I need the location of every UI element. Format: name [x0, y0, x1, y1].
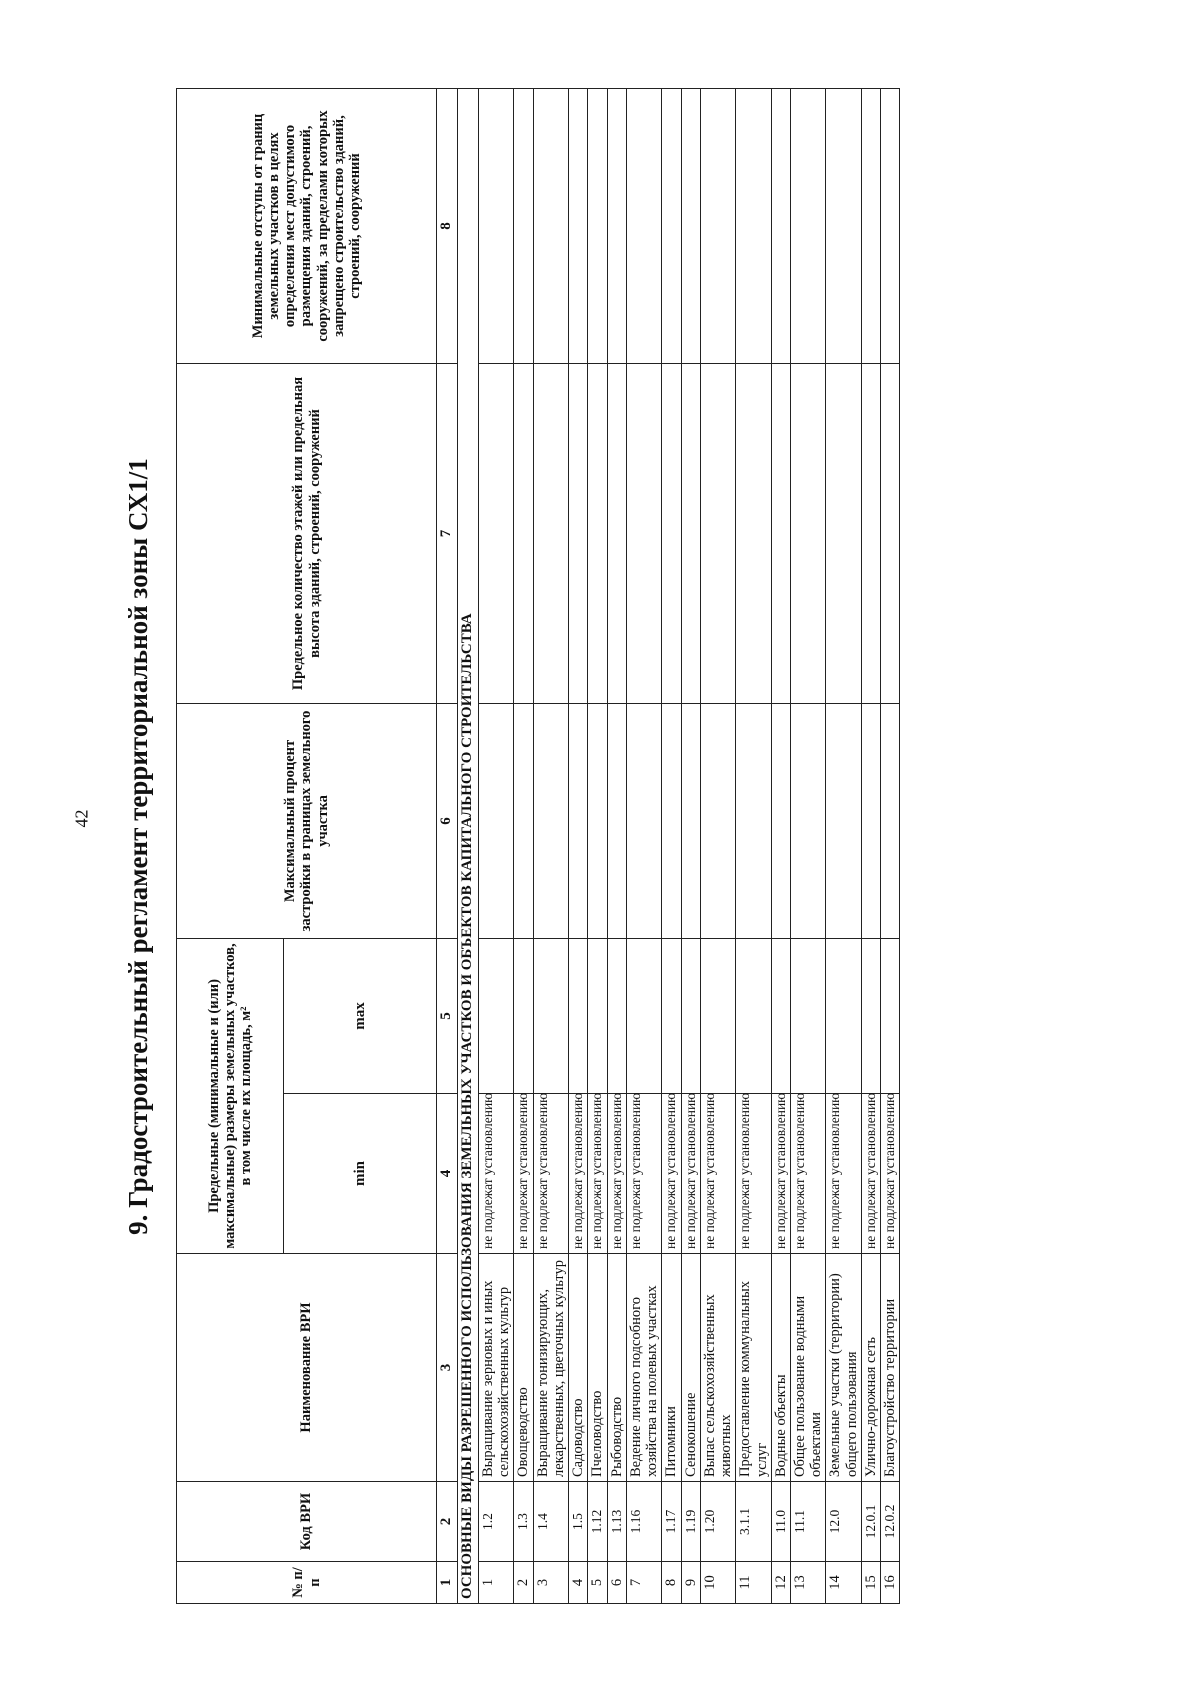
table-row [479, 88, 514, 1603]
row-code: 1.13 [607, 1482, 626, 1562]
row-index: 16 [881, 1562, 900, 1604]
row-floors [569, 363, 588, 703]
row-floors [881, 363, 900, 703]
row-name: Предоставление коммунальных услуг [736, 1254, 771, 1482]
row-setbacks [662, 88, 681, 363]
row-max [569, 938, 588, 1093]
row-setbacks [569, 88, 588, 363]
row-min: не подлежат установлению [479, 1094, 514, 1254]
row-min: не подлежат установлению [569, 1094, 588, 1254]
row-min: не подлежат установлению [700, 1094, 735, 1254]
header-name: Наименование ВРИ [177, 1254, 437, 1482]
row-index: 6 [607, 1562, 626, 1604]
row-index: 5 [588, 1562, 607, 1604]
row-setbacks [861, 88, 880, 363]
table-row [533, 88, 568, 1603]
page-title: 9. Градостроительный регламент территориальной зоны СХ1/1 [123, 458, 153, 1235]
row-min: не подлежат установлению [736, 1094, 771, 1254]
row-percent [681, 703, 700, 938]
section-row [458, 88, 479, 1603]
table-row [736, 88, 771, 1603]
column-number: 2 [437, 1482, 458, 1562]
row-max [533, 938, 568, 1093]
column-number: 3 [437, 1254, 458, 1482]
row-min: не подлежат установлению [861, 1094, 880, 1254]
row-index: 2 [514, 1562, 533, 1604]
row-percent [479, 703, 514, 938]
row-floors [790, 363, 825, 703]
row-name: Выращивание зерновых и иных сельскохозяйственных культур [479, 1254, 514, 1482]
row-name: Садоводство [569, 1254, 588, 1482]
row-index: 11 [736, 1562, 771, 1604]
row-floors [514, 363, 533, 703]
row-floors [533, 363, 568, 703]
table-row [681, 88, 700, 1603]
table-row [588, 88, 607, 1603]
row-setbacks [736, 88, 771, 363]
row-max [881, 938, 900, 1093]
row-percent [514, 703, 533, 938]
row-percent [588, 703, 607, 938]
header-max-percent: Максимальный процент застройки в границах земельного участка [177, 703, 437, 938]
header-max: max [284, 938, 437, 1093]
row-percent [736, 703, 771, 938]
row-code: 3.1.1 [736, 1482, 771, 1562]
row-min: не подлежат установлению [533, 1094, 568, 1254]
row-code: 1.2 [479, 1482, 514, 1562]
header-plot-size: Предельные (минимальные и (или) максимальные) размеры земельных участков, в том числе их площадь, м² [177, 938, 284, 1253]
row-max [588, 938, 607, 1093]
row-name: Выращивание тонизирующих, лекарственных, цветочных культур [533, 1254, 568, 1482]
header-row [177, 88, 284, 1603]
row-name: Выпас сельскохозяйственных животных [700, 1254, 735, 1482]
row-floors [826, 363, 861, 703]
page-number: 42 [71, 809, 92, 828]
table-row [771, 88, 790, 1603]
row-min: не подлежат установлению [681, 1094, 700, 1254]
row-max [514, 938, 533, 1093]
row-code: 1.5 [569, 1482, 588, 1562]
header-min: min [284, 1094, 437, 1254]
column-number: 7 [437, 363, 458, 703]
row-code: 1.12 [588, 1482, 607, 1562]
section-title: ОСНОВНЫЕ ВИДЫ РАЗРЕШЕННОГО ИСПОЛЬЗОВАНИЯ ЗЕМЕЛЬНЫХ УЧАСТКОВ И ОБЪЕКТОВ КАПИТАЛЬНОГО СТРОИТЕЛЬСТВА [458, 88, 479, 1603]
row-setbacks [607, 88, 626, 363]
row-index: 7 [626, 1562, 661, 1604]
row-floors [588, 363, 607, 703]
header-code: Код ВРИ [177, 1482, 437, 1562]
table-row [514, 88, 533, 1603]
row-setbacks [479, 88, 514, 363]
column-number: 8 [437, 88, 458, 363]
row-floors [626, 363, 661, 703]
row-name: Ведение личного подсобного хозяйства на полевых участках [626, 1254, 661, 1482]
row-percent [881, 703, 900, 938]
row-max [826, 938, 861, 1093]
row-name: Сенокошение [681, 1254, 700, 1482]
row-percent [861, 703, 880, 938]
row-name: Улично-дорожная сеть [861, 1254, 880, 1482]
table-row [607, 88, 626, 1603]
row-floors [662, 363, 681, 703]
row-index: 3 [533, 1562, 568, 1604]
regulation-table [176, 88, 900, 1604]
row-min: не подлежат установлению [790, 1094, 825, 1254]
row-code: 1.19 [681, 1482, 700, 1562]
row-name: Благоустройство территории [881, 1254, 900, 1482]
row-code: 12.0.1 [861, 1482, 880, 1562]
row-min: не подлежат установлению [514, 1094, 533, 1254]
row-index: 10 [700, 1562, 735, 1604]
table-row [569, 88, 588, 1603]
row-floors [861, 363, 880, 703]
row-percent [533, 703, 568, 938]
row-min: не подлежат установлению [662, 1094, 681, 1254]
row-max [771, 938, 790, 1093]
row-setbacks [826, 88, 861, 363]
row-min: не подлежат установлению [771, 1094, 790, 1254]
row-percent [626, 703, 661, 938]
row-min: не подлежат установлению [626, 1094, 661, 1254]
row-percent [662, 703, 681, 938]
column-number: 5 [437, 938, 458, 1093]
row-name: Овощеводство [514, 1254, 533, 1482]
row-setbacks [681, 88, 700, 363]
column-numbers-row [437, 88, 458, 1603]
row-code: 11.0 [771, 1482, 790, 1562]
row-percent [790, 703, 825, 938]
row-index: 14 [826, 1562, 861, 1604]
row-code: 12.0 [826, 1482, 861, 1562]
row-max [861, 938, 880, 1093]
row-max [607, 938, 626, 1093]
row-code: 1.4 [533, 1482, 568, 1562]
column-number: 4 [437, 1094, 458, 1254]
row-code: 1.16 [626, 1482, 661, 1562]
row-setbacks [626, 88, 661, 363]
row-floors [607, 363, 626, 703]
row-setbacks [533, 88, 568, 363]
row-setbacks [881, 88, 900, 363]
row-max [700, 938, 735, 1093]
row-setbacks [771, 88, 790, 363]
table-row [626, 88, 661, 1603]
row-code: 1.17 [662, 1482, 681, 1562]
rotated-document [106, 89, 1081, 1604]
table-row [790, 88, 825, 1603]
row-max [736, 938, 771, 1093]
row-percent [771, 703, 790, 938]
row-floors [479, 363, 514, 703]
row-floors [771, 363, 790, 703]
row-floors [700, 363, 735, 703]
header-index: № п/п [177, 1562, 437, 1604]
row-index: 8 [662, 1562, 681, 1604]
row-code: 12.0.2 [881, 1482, 900, 1562]
row-max [790, 938, 825, 1093]
row-name: Пчеловодство [588, 1254, 607, 1482]
table-row [662, 88, 681, 1603]
row-floors [681, 363, 700, 703]
row-min: не подлежат установлению [588, 1094, 607, 1254]
row-setbacks [588, 88, 607, 363]
row-name: Общее пользование водными объектами [790, 1254, 825, 1482]
row-percent [826, 703, 861, 938]
row-name: Питомники [662, 1254, 681, 1482]
row-floors [736, 363, 771, 703]
row-setbacks [700, 88, 735, 363]
row-max [626, 938, 661, 1093]
row-max [681, 938, 700, 1093]
row-code: 1.20 [700, 1482, 735, 1562]
row-code: 1.3 [514, 1482, 533, 1562]
header-setbacks: Минимальные отступы от границ земельных участков в целях определения мест допустимого размещения зданий, строений, сооружений, за пределами которых запрещено строительство зданий, строений, сооружений [177, 88, 437, 363]
row-min: не подлежат установлению [607, 1094, 626, 1254]
row-max [479, 938, 514, 1093]
row-percent [607, 703, 626, 938]
row-min: не подлежат установлению [826, 1094, 861, 1254]
table-row [700, 88, 735, 1603]
row-percent [700, 703, 735, 938]
row-min: не подлежат установлению [881, 1094, 900, 1254]
row-percent [569, 703, 588, 938]
row-index: 9 [681, 1562, 700, 1604]
row-name: Рыбоводство [607, 1254, 626, 1482]
column-number: 1 [437, 1562, 458, 1604]
header-floors: Предельное количество этажей или предельная высота зданий, строений, сооружений [177, 363, 437, 703]
row-setbacks [514, 88, 533, 363]
row-index: 1 [479, 1562, 514, 1604]
table-row [826, 88, 861, 1603]
row-name: Земельные участки (территории) общего пользования [826, 1254, 861, 1482]
column-number: 6 [437, 703, 458, 938]
row-index: 12 [771, 1562, 790, 1604]
row-setbacks [790, 88, 825, 363]
table-row [881, 88, 900, 1603]
row-code: 11.1 [790, 1482, 825, 1562]
table-row [861, 88, 880, 1603]
row-index: 15 [861, 1562, 880, 1604]
row-index: 13 [790, 1562, 825, 1604]
row-name: Водные объекты [771, 1254, 790, 1482]
row-max [662, 938, 681, 1093]
row-index: 4 [569, 1562, 588, 1604]
